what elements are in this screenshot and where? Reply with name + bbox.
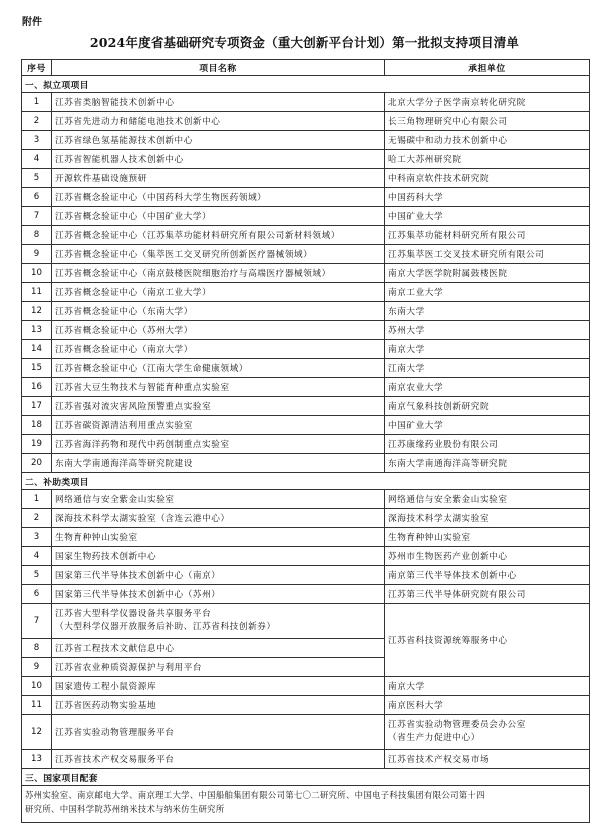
table-row (22, 283, 590, 302)
project-name: 江苏省智能机器人技术创新中心 (52, 150, 385, 169)
organization: 南京气象科技创新研究院 (385, 397, 590, 416)
organization: 中国矿业大学 (385, 207, 590, 226)
project-name: 江苏省海洋药物和现代中药创制重点实验室 (52, 435, 385, 454)
row-number: 4 (22, 150, 52, 169)
row-number: 19 (22, 435, 52, 454)
organization: 南京医科大学 (385, 696, 590, 715)
section-1-row (22, 76, 590, 93)
organization: 苏州市生物医药产业创新中心 (385, 547, 590, 566)
project-name: 国家第三代半导体技术创新中心（南京） (52, 566, 385, 585)
organization: 中科南京软件技术研究院 (385, 169, 590, 188)
organization: 江苏省技术产权交易市场 (385, 750, 590, 769)
project-name: 国家第三代半导体技术创新中心（苏州） (52, 585, 385, 604)
organization-line: （省生产力促进中心） (388, 733, 480, 743)
row-number: 7 (22, 604, 52, 639)
project-name: 江苏省强对流灾害风险预警重点实验室 (52, 397, 385, 416)
project-name: 江苏省概念验证中心（南京鼓楼医院细胞治疗与高端医疗器械领域） (52, 264, 385, 283)
project-name: 江苏省农业种质资源保护与利用平台 (52, 658, 385, 677)
organization: 中国矿业大学 (385, 416, 590, 435)
table-row (22, 112, 590, 131)
row-number: 1 (22, 490, 52, 509)
table-row (22, 677, 590, 696)
row-number: 6 (22, 585, 52, 604)
organization: 江苏康缘药业股份有限公司 (385, 435, 590, 454)
note-line: 苏州实验室、南京邮电大学、南京理工大学、中国船舶集团有限公司第七〇二研究所、中国电子科技集团有限公司第十四 (25, 790, 485, 800)
project-name: 江苏省概念验证中心（中国矿业大学） (52, 207, 385, 226)
table-row (22, 585, 590, 604)
organization: 南京第三代半导体技术创新中心 (385, 566, 590, 585)
organization: 南京工业大学 (385, 283, 590, 302)
organization-line: 江苏省实验动物管理委员会办公室 (388, 720, 526, 730)
project-name: 深海技术科学太湖实验室（含连云港中心） (52, 509, 385, 528)
project-name: 江苏省碳资源清洁利用重点实验室 (52, 416, 385, 435)
row-number: 12 (22, 302, 52, 321)
organization: 东南大学南通海洋高等研究院 (385, 454, 590, 473)
section-3-note-row (22, 786, 590, 823)
project-name: 国家生物药技术创新中心 (52, 547, 385, 566)
project-name: 江苏省先进动力和储能电池技术创新中心 (52, 112, 385, 131)
organization: 江苏第三代半导体研究院有限公司 (385, 585, 590, 604)
project-name: 东南大学南通海洋高等研究院建设 (52, 454, 385, 473)
project-name: 江苏省大豆生物技术与智能育种重点实验室 (52, 378, 385, 397)
row-number: 14 (22, 340, 52, 359)
project-name-line: 江苏省大型科学仪器设备共享服务平台 (55, 609, 212, 619)
project-name: 江苏省实验动物管理服务平台 (52, 715, 385, 750)
row-number: 12 (22, 715, 52, 750)
table-row (22, 207, 590, 226)
row-number: 1 (22, 93, 52, 112)
organization: 北京大学分子医学南京转化研究院 (385, 93, 590, 112)
organization: 南京大学医学院附属鼓楼医院 (385, 264, 590, 283)
row-number: 8 (22, 226, 52, 245)
section-2-label: 二、补助类项目 (22, 473, 590, 490)
row-number: 6 (22, 188, 52, 207)
table-row (22, 131, 590, 150)
page-title: 2024年度省基础研究专项资金（重大创新平台计划）第一批拟支持项目清单 (89, 35, 520, 50)
table-row (22, 397, 590, 416)
project-name: 江苏省概念验证中心（集萃医工交叉研究所创新医疗器械领域） (52, 245, 385, 264)
table-row (22, 264, 590, 283)
row-number: 3 (22, 131, 52, 150)
table-row (22, 547, 590, 566)
table-row (22, 188, 590, 207)
organization: 深海技术科学太湖实验室 (385, 509, 590, 528)
table-row (22, 359, 590, 378)
section-3-label: 三、国家项目配套 (22, 769, 590, 786)
table-row (22, 302, 590, 321)
table-row (22, 528, 590, 547)
table-row (22, 566, 590, 585)
organization: 江南大学 (385, 359, 590, 378)
project-name: 网络通信与安全紫金山实验室 (52, 490, 385, 509)
row-number: 8 (22, 639, 52, 658)
organization: 南京大学 (385, 340, 590, 359)
organization: 生物育种钟山实验室 (385, 528, 590, 547)
table-row (22, 604, 590, 639)
organization: 江苏集萃功能材料研究所有限公司 (385, 226, 590, 245)
row-number: 17 (22, 397, 52, 416)
section-3-row (22, 769, 590, 786)
header-name: 项目名称 (52, 60, 385, 76)
header-unit: 承担单位 (385, 60, 590, 76)
table-row (22, 715, 590, 750)
organization: 东南大学 (385, 302, 590, 321)
project-name: 江苏省绿色氢基能源技术创新中心 (52, 131, 385, 150)
project-name-line: （大型科学仪器开放服务后补助、江苏省科技创新券） (55, 622, 276, 632)
table-row (22, 226, 590, 245)
project-name: 江苏省概念验证中心（江南大学生命健康领域） (52, 359, 385, 378)
table-row (22, 435, 590, 454)
organization-merged: 江苏省科技资源统筹服务中心 (385, 604, 590, 677)
table-row (22, 509, 590, 528)
row-number: 13 (22, 321, 52, 340)
table-header-row (22, 60, 590, 76)
table-row (22, 93, 590, 112)
section-2-row (22, 473, 590, 490)
section-1-label: 一、拟立项项目 (22, 76, 590, 93)
table-row (22, 696, 590, 715)
row-number: 5 (22, 566, 52, 585)
national-project-units (22, 786, 590, 823)
project-name: 江苏省工程技术文献信息中心 (52, 639, 385, 658)
project-name (52, 604, 385, 639)
table-row (22, 416, 590, 435)
header-no: 序号 (22, 60, 52, 76)
row-number: 15 (22, 359, 52, 378)
project-name: 江苏省概念验证中心（南京大学） (52, 340, 385, 359)
row-number: 16 (22, 378, 52, 397)
row-number: 9 (22, 245, 52, 264)
table-row (22, 245, 590, 264)
table-row (22, 750, 590, 769)
table-row (22, 454, 590, 473)
row-number: 13 (22, 750, 52, 769)
row-number: 5 (22, 169, 52, 188)
organization: 南京大学 (385, 677, 590, 696)
row-number: 11 (22, 696, 52, 715)
table-row (22, 150, 590, 169)
table-row (22, 169, 590, 188)
row-number: 10 (22, 264, 52, 283)
organization: 网络通信与安全紫金山实验室 (385, 490, 590, 509)
project-name: 生物育种钟山实验室 (52, 528, 385, 547)
table-row (22, 340, 590, 359)
project-name: 开源软件基础设施预研 (52, 169, 385, 188)
project-name: 江苏省类脑智能技术创新中心 (52, 93, 385, 112)
organization: 苏州大学 (385, 321, 590, 340)
project-name: 江苏省概念验证中心（南京工业大学） (52, 283, 385, 302)
project-table (21, 59, 590, 823)
row-number: 3 (22, 528, 52, 547)
attachment-label: 附件 (22, 17, 42, 28)
table-row (22, 321, 590, 340)
row-number: 2 (22, 112, 52, 131)
organization: 无锡碳中和动力技术创新中心 (385, 131, 590, 150)
row-number: 11 (22, 283, 52, 302)
row-number: 4 (22, 547, 52, 566)
table-row (22, 378, 590, 397)
project-name: 江苏省医药动物实验基地 (52, 696, 385, 715)
organization: 中国药科大学 (385, 188, 590, 207)
project-name: 江苏省技术产权交易服务平台 (52, 750, 385, 769)
row-number: 7 (22, 207, 52, 226)
project-name: 江苏省概念验证中心（江苏集萃功能材料研究所有限公司新材料领域） (52, 226, 385, 245)
project-name: 国家遗传工程小鼠资源库 (52, 677, 385, 696)
table-row (22, 490, 590, 509)
row-number: 20 (22, 454, 52, 473)
organization: 长三角物理研究中心有限公司 (385, 112, 590, 131)
row-number: 2 (22, 509, 52, 528)
project-name: 江苏省概念验证中心（苏州大学） (52, 321, 385, 340)
row-number: 9 (22, 658, 52, 677)
row-number: 18 (22, 416, 52, 435)
project-name: 江苏省概念验证中心（东南大学） (52, 302, 385, 321)
note-line: 研究所、中国科学院苏州纳米技术与纳米仿生研究所 (25, 804, 225, 814)
organization (385, 715, 590, 750)
row-number: 10 (22, 677, 52, 696)
project-name: 江苏省概念验证中心（中国药科大学生物医药领域） (52, 188, 385, 207)
organization: 南京农业大学 (385, 378, 590, 397)
organization: 哈工大苏州研究院 (385, 150, 590, 169)
organization: 江苏集萃医工交叉技术研究所有限公司 (385, 245, 590, 264)
